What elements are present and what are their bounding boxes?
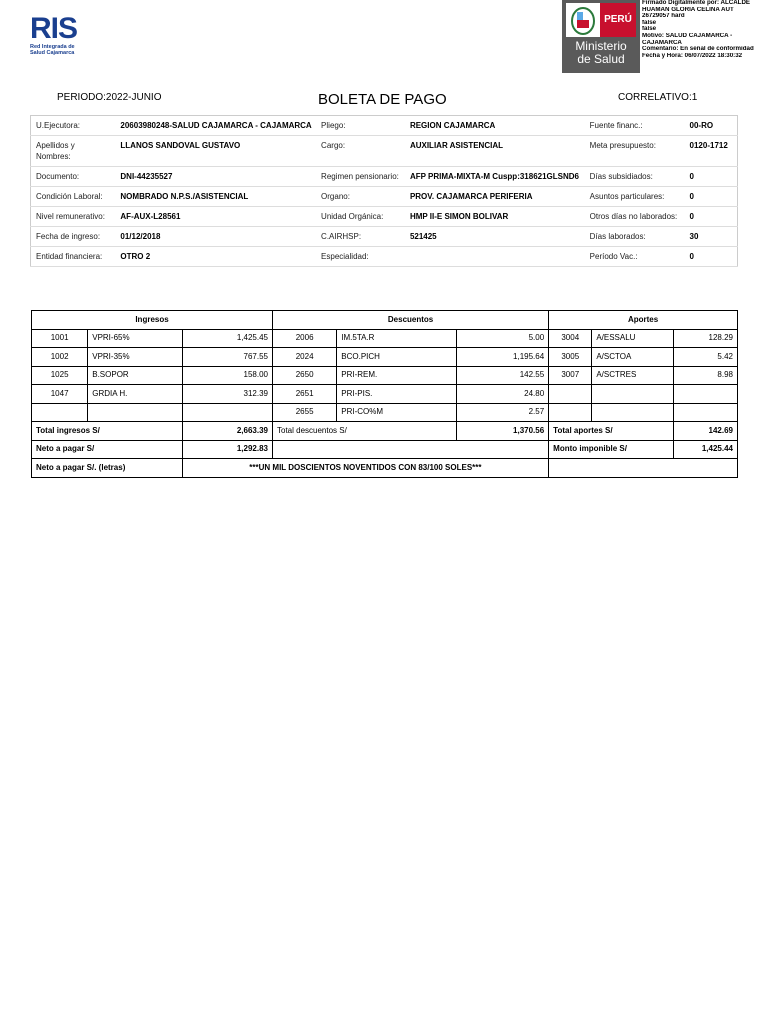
digital-signature — [642, 0, 767, 59]
descuento-amount: 2.57 — [456, 403, 548, 422]
imponible-label: Monto imponible S/ — [549, 440, 674, 459]
page-title: BOLETA DE PAGO — [318, 91, 447, 108]
info-value: 30 — [685, 227, 738, 247]
info-value: OTRO 2 — [115, 247, 316, 267]
aporte-amount: 8.98 — [673, 366, 737, 385]
info-value: 0120-1712 — [685, 136, 738, 167]
ris-logo — [30, 14, 100, 56]
info-row — [31, 116, 738, 136]
payment-row — [32, 366, 738, 385]
imponible-value: 1,425.44 — [673, 440, 737, 459]
descuento-code: 2655 — [273, 403, 337, 422]
descuento-code: 2006 — [273, 329, 337, 348]
aporte-concept: A/SCTOA — [592, 348, 673, 367]
info-value: 0 — [685, 167, 738, 187]
neto-empty — [273, 440, 549, 459]
signature-line: Motivo: SALUD CAJAMARCA - — [642, 32, 733, 39]
letras-row — [32, 459, 738, 478]
info-row — [31, 167, 738, 187]
info-value: 01/12/2018 — [115, 227, 316, 247]
ingreso-amount — [182, 403, 272, 422]
ingreso-concept: VPRI-65% — [88, 329, 182, 348]
info-label: Cargo: — [316, 136, 405, 167]
signature-line: HUAMAN GLORIA CELINA AUT — [642, 6, 734, 13]
info-row — [31, 187, 738, 207]
info-label: Documento: — [31, 167, 116, 187]
minsa-logo — [562, 0, 640, 73]
aporte-concept — [592, 385, 673, 404]
payment-header-row — [32, 311, 738, 330]
info-label: Fuente financ.: — [585, 116, 685, 136]
letras-label: Neto a pagar S/. (letras) — [32, 459, 183, 478]
descuento-concept: PRI-CO%M — [337, 403, 457, 422]
signature-line: Comentario: En señal de conformidad — [642, 46, 754, 53]
aporte-code: 3007 — [549, 366, 592, 385]
letras-value: ***UN MIL DOSCIENTOS NOVENTIDOS CON 83/100 SOLES*** — [182, 459, 549, 478]
aporte-code: 3005 — [549, 348, 592, 367]
descuento-amount: 24.80 — [456, 385, 548, 404]
aporte-amount: 5.42 — [673, 348, 737, 367]
ingreso-concept: VPRI-35% — [88, 348, 182, 367]
descuento-amount: 5.00 — [456, 329, 548, 348]
info-value: 0 — [685, 247, 738, 267]
descuento-amount: 142.55 — [456, 366, 548, 385]
descuentos-header: Descuentos — [273, 311, 549, 330]
ris-logo-subtitle: Red Integrada de Salud Cajamarca — [30, 44, 75, 56]
signature-line: Fecha y Hora: 06/07/2022 18:30:32 — [642, 52, 743, 59]
info-label: Pliego: — [316, 116, 405, 136]
peru-label: PERÚ — [600, 3, 636, 37]
info-label: Días laborados: — [585, 227, 685, 247]
ministerio-name: Ministerio de Salud — [575, 39, 627, 66]
aporte-amount — [673, 385, 737, 404]
info-value: AFP PRIMA-MIXTA-M Cuspp:318621GLSND6 — [405, 167, 585, 187]
info-value: NOMBRADO N.P.S./ASISTENCIAL — [115, 187, 316, 207]
info-value: DNI-44235527 — [115, 167, 316, 187]
ingreso-amount: 158.00 — [182, 366, 272, 385]
signature-line: Firmado Digitalmente por: ALCALDE — [642, 0, 751, 6]
info-label: Días subsidiados: — [585, 167, 685, 187]
info-value: 20603980248-SALUD CAJAMARCA - CAJAMARCA — [115, 116, 316, 136]
ingreso-code: 1001 — [32, 329, 88, 348]
total-descuentos-label: Total descuentos S/ — [273, 422, 457, 441]
info-value: 00-RO — [685, 116, 738, 136]
info-label: Especialidad: — [316, 247, 405, 267]
info-value: REGION CAJAMARCA — [405, 116, 585, 136]
info-value: 0 — [685, 187, 738, 207]
info-value: 0 — [685, 207, 738, 227]
neto-label: Neto a pagar S/ — [32, 440, 183, 459]
signature-line: CAJAMARCA — [642, 39, 682, 46]
info-label: Asuntos particulares: — [585, 187, 685, 207]
info-label: Entidad financiera: — [31, 247, 116, 267]
info-value — [405, 247, 585, 267]
info-row — [31, 247, 738, 267]
ingreso-code: 1025 — [32, 366, 88, 385]
correlativo: CORRELATIVO:1 — [618, 92, 698, 103]
info-value: AUXILIAR ASISTENCIAL — [405, 136, 585, 167]
info-label: U.Ejecutora: — [31, 116, 116, 136]
aporte-code — [549, 403, 592, 422]
info-value: LLANOS SANDOVAL GUSTAVO — [115, 136, 316, 167]
neto-row — [32, 440, 738, 459]
ingreso-code — [32, 403, 88, 422]
descuento-code: 2024 — [273, 348, 337, 367]
descuento-concept: BCO.PICH — [337, 348, 457, 367]
payment-table — [31, 310, 738, 478]
payment-row — [32, 403, 738, 422]
ingreso-code: 1002 — [32, 348, 88, 367]
info-value: HMP II-E SIMON BOLIVAR — [405, 207, 585, 227]
info-label: C.AIRHSP: — [316, 227, 405, 247]
info-label: Organo: — [316, 187, 405, 207]
total-ingresos-label: Total ingresos S/ — [32, 422, 183, 441]
aporte-concept: A/ESSALU — [592, 329, 673, 348]
aporte-amount — [673, 403, 737, 422]
info-label: Meta presupuesto: — [585, 136, 685, 167]
signature-line: false — [642, 19, 657, 26]
peru-shield-icon — [566, 3, 600, 37]
payment-row — [32, 385, 738, 404]
total-aportes-value: 142.69 — [673, 422, 737, 441]
info-label: Período Vac.: — [585, 247, 685, 267]
info-label: Unidad Orgánica: — [316, 207, 405, 227]
descuento-code: 2651 — [273, 385, 337, 404]
aporte-amount: 128.29 — [673, 329, 737, 348]
descuento-concept: PRI-PIS. — [337, 385, 457, 404]
info-label: Fecha de ingreso: — [31, 227, 116, 247]
totals-row — [32, 422, 738, 441]
payment-row — [32, 329, 738, 348]
total-ingresos-value: 2,663.39 — [182, 422, 272, 441]
info-label: Nivel remunerativo: — [31, 207, 116, 227]
signature-line: false — [642, 26, 657, 33]
ingreso-amount: 1,425.45 — [182, 329, 272, 348]
ris-logo-word: RIS — [30, 12, 78, 45]
employee-info-table — [30, 115, 738, 267]
info-row — [31, 207, 738, 227]
letras-empty — [549, 459, 738, 478]
ingreso-concept — [88, 403, 182, 422]
info-label: Regimen pensionario: — [316, 167, 405, 187]
ingreso-amount: 312.39 — [182, 385, 272, 404]
aporte-code: 3004 — [549, 329, 592, 348]
aporte-concept: A/SCTRES — [592, 366, 673, 385]
info-label: Apellidos y Nombres: — [31, 136, 116, 167]
info-value: AF-AUX-L28561 — [115, 207, 316, 227]
aporte-code — [549, 385, 592, 404]
info-value: PROV. CAJAMARCA PERIFERIA — [405, 187, 585, 207]
ingreso-amount: 767.55 — [182, 348, 272, 367]
ingreso-code: 1047 — [32, 385, 88, 404]
info-label: Condición Laboral: — [31, 187, 116, 207]
info-row — [31, 227, 738, 247]
info-label: Otros días no laborados: — [585, 207, 685, 227]
ingreso-concept: GRDIA H. — [88, 385, 182, 404]
descuento-concept: PRI-REM. — [337, 366, 457, 385]
total-descuentos-value: 1,370.56 — [456, 422, 548, 441]
signature-line: 26729057 hard — [642, 13, 685, 20]
descuento-concept: IM.5TA.R — [337, 329, 457, 348]
total-aportes-label: Total aportes S/ — [549, 422, 674, 441]
info-row — [31, 136, 738, 167]
info-value: 521425 — [405, 227, 585, 247]
aportes-header: Aportes — [549, 311, 738, 330]
descuento-amount: 1,195.64 — [456, 348, 548, 367]
neto-value: 1,292.83 — [182, 440, 272, 459]
aporte-concept — [592, 403, 673, 422]
ingreso-concept: B.SOPOR — [88, 366, 182, 385]
ingresos-header: Ingresos — [32, 311, 273, 330]
periodo: PERIODO:2022-JUNIO — [57, 92, 162, 103]
descuento-code: 2650 — [273, 366, 337, 385]
payment-row — [32, 348, 738, 367]
